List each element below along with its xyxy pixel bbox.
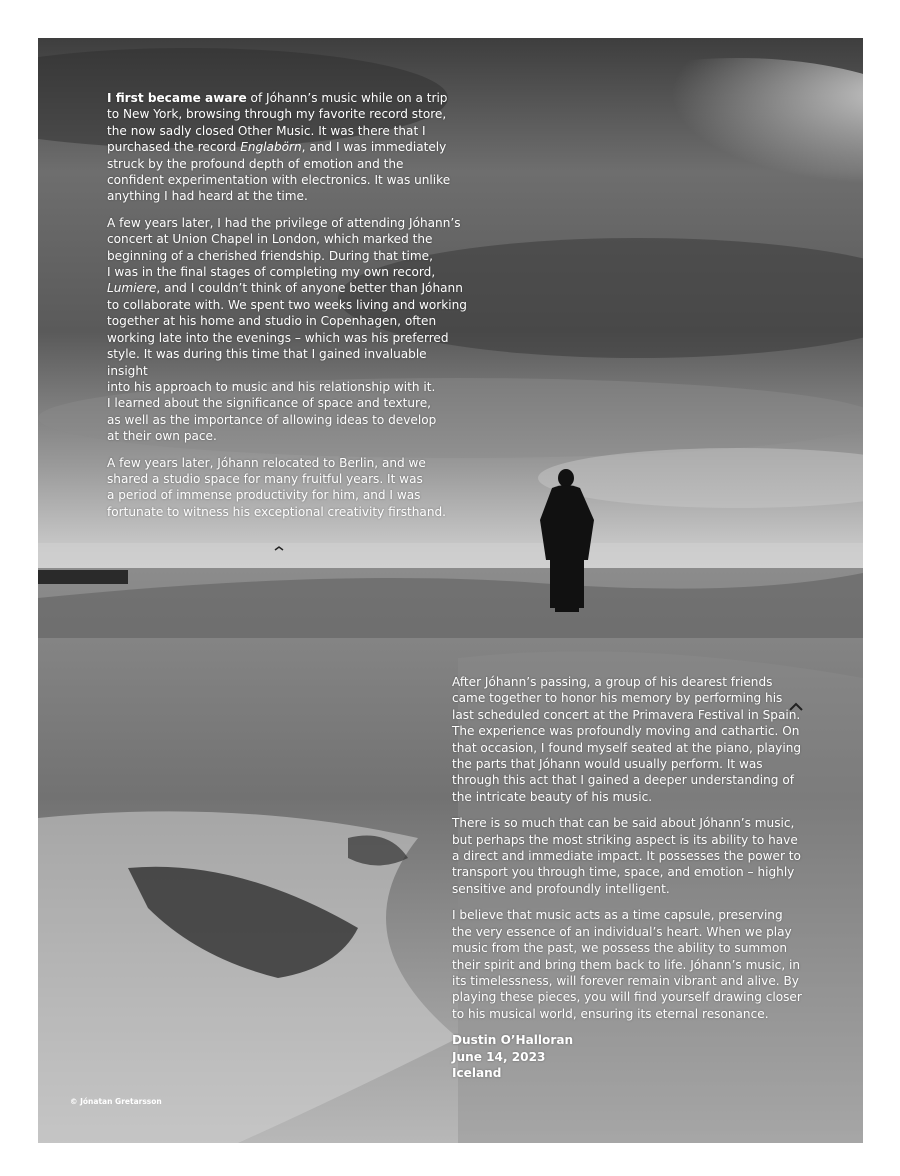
paragraph-5: There is so much that can be said about Jóhann’s music, but perhaps the most striking aspect is its ability to have a direct and immediate impact. It possesses the power to transport you through time, space, and emotion – highly sensitive and profoundly intelligent.: [452, 816, 801, 896]
paragraph-6: I believe that music acts as a time capsule, preserving the very essence of an individual’s heart. When we play music from the past, we possess the ability to summon their spirit and bring them back to life. Jóhann’s music, in its timelessness, will forever remain vibrant and alive. By playing these pieces, you will find yourself drawing closer to his musical world, ensuring its eternal resonance.: [452, 908, 802, 1021]
paragraph-1: [107, 90, 467, 205]
lead-in: I first became aware: [107, 91, 247, 105]
signature-date: June 14, 2023: [452, 1049, 546, 1064]
paragraph-3: A few years later, Jóhann relocated to Berlin, and we shared a studio space for many fruitful years. It was a period of immense productivity for him, and I was fortunate to witness his exceptional creativity firsthand.: [107, 455, 447, 519]
photo-credit: © Jónatan Gretarsson: [70, 1097, 162, 1106]
paragraph-2: [107, 215, 467, 445]
right-text-column: [452, 674, 802, 1081]
paragraph-1-text-a: of Jóhann’s music while on a trip to New York, browsing through my favorite record store, the now sadly closed Other Music. It was there that I purchased the record: [107, 91, 448, 155]
paragraph-4: After Jóhann’s passing, a group of his dearest friends came together to honor his memory by performing his last scheduled concert at the Primavera Festival in Spain. The experience was profoundly moving and cathartic. On that occasion, I found myself seated at the piano, playing the parts that Jóhann would usually perform. It was through this act that I gained a deeper understanding of the intricate beauty of his music.: [452, 675, 802, 804]
paragraph-2-text-b: , and I couldn’t think of anyone better than Jóhann to collaborate with. We spent two weeks living and working together at his home and studio in Copenhagen, often working late into the evenings – which was his preferred style. It was during this time that I gained invaluable insight into his approach to music and his relationship with it. I learned about the significance of space and texture, as well as the importance of allowing ideas to develop at their own pace.: [107, 281, 467, 444]
signature-place: Iceland: [452, 1065, 502, 1080]
left-text-column: [107, 90, 467, 530]
paragraph-2-text-a: A few years later, I had the privilege of attending Jóhann’s concert at Union Chapel in London, which marked the beginning of a cherished friendship. During that time, I was in the final stages of completing my own record,: [107, 215, 461, 280]
author-name: Dustin O’Halloran: [452, 1033, 574, 1048]
paragraph-1-text-b: , and I was immediately struck by the profound depth of emotion and the confident experimentation with electronics. It was unlike anything I had heard at the time.: [107, 140, 451, 204]
album-title-englaborn: Englabörn: [240, 140, 302, 155]
album-title-lumiere: Lumiere: [107, 281, 157, 296]
